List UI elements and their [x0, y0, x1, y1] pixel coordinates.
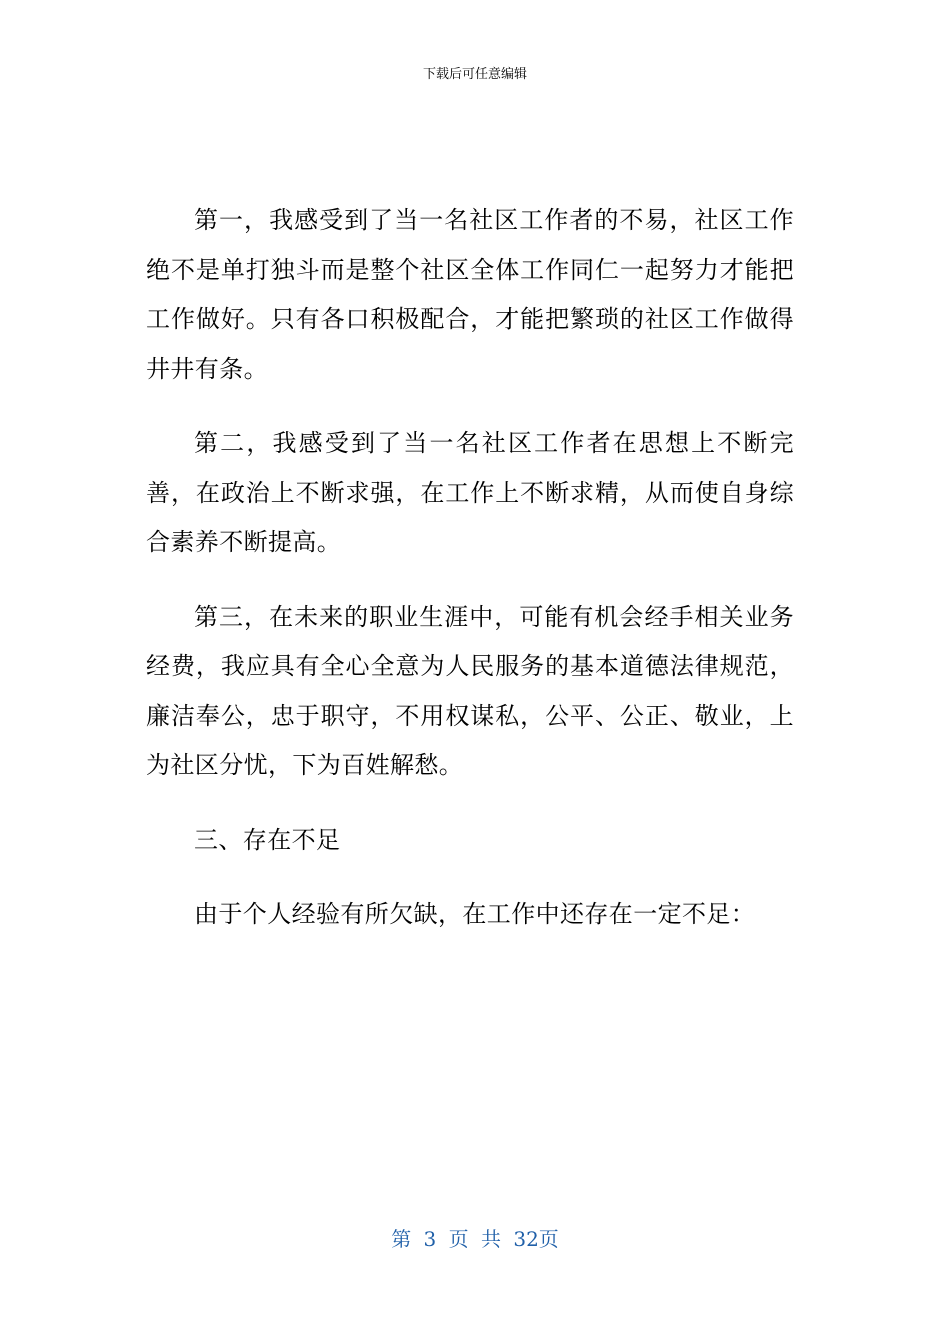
paragraph-first-point: 第一，我感受到了当一名社区工作者的不易，社区工作绝不是单打独斗而是整个社区全体工作同仁一起努力才能把工作做好。只有各口积极配合，才能把繁琐的社区工作做得井井有条。 [146, 206, 794, 383]
page-header: 下载后可任意编辑 [422, 67, 527, 82]
page-number-footer: 第 3 页 共 32页 [391, 1227, 559, 1251]
section-heading-shortcomings: 三、存在不足 [194, 825, 341, 854]
paragraph-third-point: 第三，在未来的职业生涯中，可能有机会经手相关业务经费，我应具有全心全意为人民服务的基本道德法律规范，廉洁奉公，忠于职守，不用权谋私，公平、公正、敬业，上为社区分忧，下为百姓解愁。 [146, 602, 794, 779]
document-body [146, 196, 794, 965]
paragraph-second-point: 第二，我感受到了当一名社区工作者在思想上不断完善，在政治上不断求强，在工作上不断求精，从而使自身综合素养不断提高。 [146, 429, 794, 556]
paragraph-shortcomings-intro: 由于个人经验有所欠缺，在工作中还存在一定不足： [194, 900, 756, 928]
